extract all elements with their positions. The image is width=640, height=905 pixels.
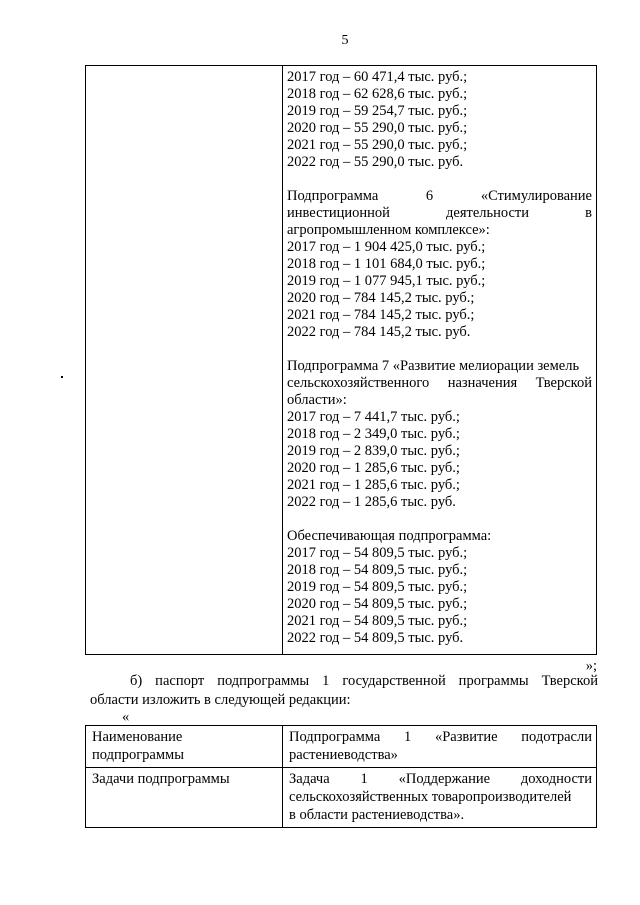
row-value-cell: Задача 1 «Поддержание доходности сельскохозяйственных товаропроизводителей в области растениеводства». (283, 768, 597, 828)
table-row (86, 726, 597, 768)
support-lines (287, 545, 592, 647)
sub7-title-line2: сельскохозяйственного назначения Тверской (287, 375, 592, 391)
funding-line: 2022 год – 784 145,2 тыс. руб. (287, 324, 471, 340)
table-row (86, 768, 597, 828)
sub6-title-line1: Подпрограмма 6 «Стимулирование (287, 188, 592, 204)
funding-cell-right (287, 69, 592, 647)
funding-line: 2020 год – 54 809,5 тыс. руб.; (287, 596, 468, 612)
row-value-cell: Подпрограмма 1 «Развитие подотрасли растениеводства» (283, 726, 597, 768)
funding-line: 2018 год – 54 809,5 тыс. руб.; (287, 562, 468, 578)
row-label-cell: Задачи подпрограммы (86, 768, 283, 828)
scan-speck (61, 376, 63, 378)
paragraph-line2: области изложить в следующей редакции: (90, 692, 351, 708)
funding-line: 2022 год – 54 809,5 тыс. руб. (287, 630, 464, 646)
funding-line: 2020 год – 784 145,2 тыс. руб.; (287, 290, 475, 306)
subprogram-passport-table (85, 725, 597, 828)
sub6-title-line2: инвестиционной деятельности в (287, 205, 592, 221)
funding-line: 2018 год – 2 349,0 тыс. руб.; (287, 426, 460, 442)
funding-line: 2018 год – 62 628,6 тыс. руб.; (287, 86, 468, 102)
funding-line: 2018 год – 1 101 684,0 тыс. руб.; (287, 256, 486, 272)
amendment-paragraph (90, 672, 598, 710)
funding-line: 2022 год – 55 290,0 тыс. руб. (287, 154, 464, 170)
funding-line: 2017 год – 60 471,4 тыс. руб.; (287, 69, 468, 85)
sub7-title-line1: Подпрограмма 7 «Развитие мелиорации земель (287, 358, 580, 374)
sub6-title-line3: агропромышленном комплексе»: (287, 222, 490, 238)
closing-quote: »; (585, 658, 597, 674)
funding-line: 2017 год – 1 904 425,0 тыс. руб.; (287, 239, 486, 255)
funding-line: 2017 год – 7 441,7 тыс. руб.; (287, 409, 460, 425)
funding-line: 2019 год – 1 077 945,1 тыс. руб.; (287, 273, 486, 289)
support-title: Обеспечивающая подпрограмма: (287, 528, 492, 544)
paragraph-line1: б) паспорт подпрограммы 1 государственной программы Тверской (130, 673, 598, 689)
sub7-title-line3: области»: (287, 392, 347, 408)
funding-line: 2021 год – 55 290,0 тыс. руб.; (287, 137, 468, 153)
row-label-cell: Наименование подпрограммы (86, 726, 283, 768)
funding-line: 2019 год – 2 839,0 тыс. руб.; (287, 443, 460, 459)
funding-line: 2021 год – 784 145,2 тыс. руб.; (287, 307, 475, 323)
sub6-lines (287, 239, 592, 341)
funding-line: 2017 год – 54 809,5 тыс. руб.; (287, 545, 468, 561)
opening-quote: « (122, 709, 130, 725)
page-number: 5 (341, 33, 349, 48)
sub7-lines (287, 409, 592, 511)
funding-line: 2020 год – 55 290,0 тыс. руб.; (287, 120, 468, 136)
funding-line: 2021 год – 1 285,6 тыс. руб.; (287, 477, 460, 493)
funding-line: 2019 год – 59 254,7 тыс. руб.; (287, 103, 468, 119)
funding-line: 2021 год – 54 809,5 тыс. руб.; (287, 613, 468, 629)
funding-line: 2020 год – 1 285,6 тыс. руб.; (287, 460, 460, 476)
column-divider (282, 66, 283, 654)
funding-line: 2019 год – 54 809,5 тыс. руб.; (287, 579, 468, 595)
block1-lines (287, 69, 592, 171)
funding-table (85, 65, 597, 655)
funding-line: 2022 год – 1 285,6 тыс. руб. (287, 494, 456, 510)
